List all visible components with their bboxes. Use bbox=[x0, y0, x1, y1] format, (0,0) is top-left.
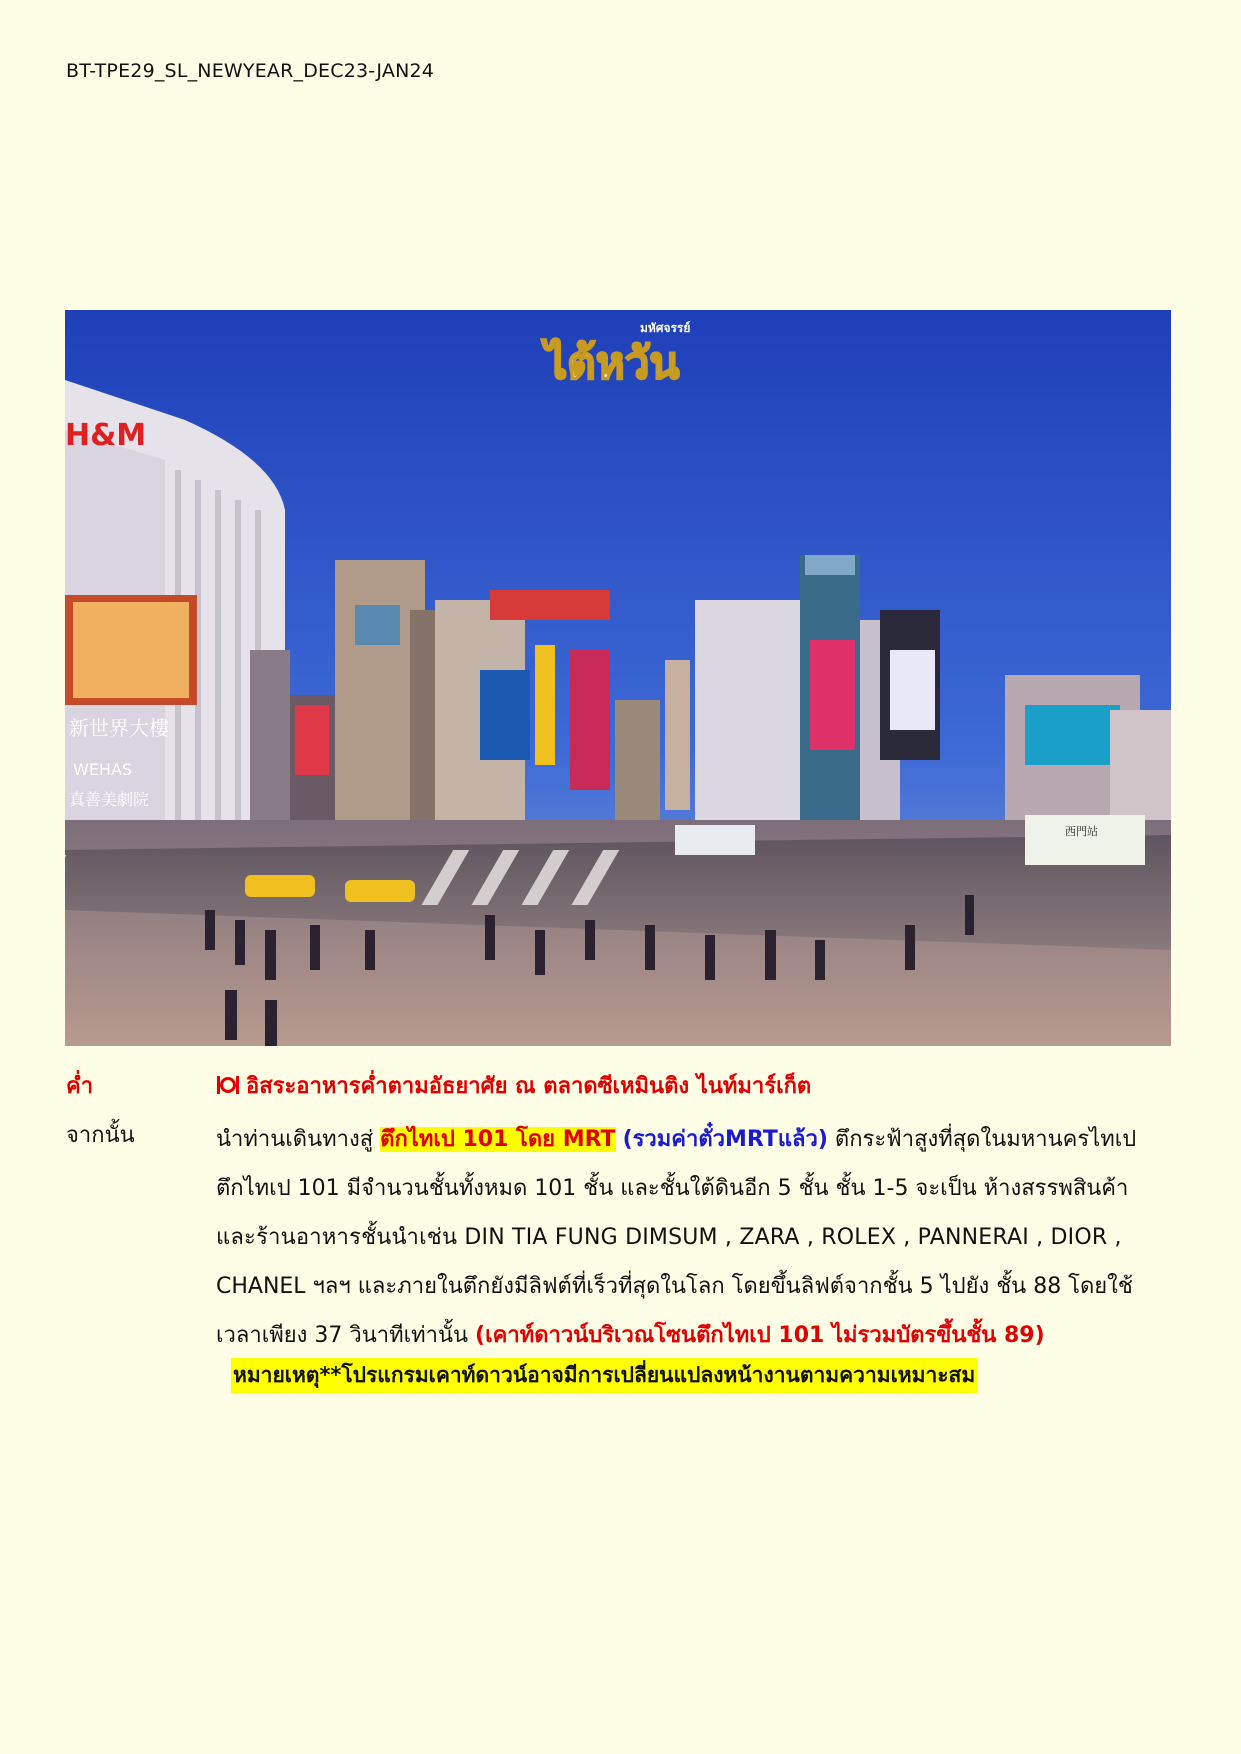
then-line-3: และร้านอาหารชั้นนำเช่น DIN TIA FUNG DIMSUM , ZARA , ROLEX , PANNERAI , DIOR , bbox=[216, 1225, 1122, 1250]
then-paragraph bbox=[216, 1115, 1176, 1360]
logo-tagline: มหัศจรรย์ bbox=[640, 321, 691, 335]
then-line-4: CHANEL ฯลฯ และภายในตึกยังมีลิฟต์ที่เร็วที่สุดในโลก โดยขึ้นลิฟต์จากชั้น 5 ไปยัง ชั้น 88 โดยใช้ bbox=[216, 1274, 1133, 1299]
dinner-text-line bbox=[216, 1074, 811, 1099]
mrt-included-note: (รวมค่าตั๋วMRTแล้ว) bbox=[622, 1127, 828, 1152]
taipei-101-highlight: ตึกไทเป 101 โดย MRT bbox=[380, 1127, 616, 1152]
then-line-5 bbox=[216, 1311, 1176, 1360]
store-sign: 新世界大樓 bbox=[69, 716, 169, 740]
fork-knife-plate-icon bbox=[216, 1074, 240, 1096]
then-line-1-text: นำท่านเดินทางสู่ bbox=[216, 1127, 381, 1152]
document-code: BT-TPE29_SL_NEWYEAR_DEC23-JAN24 bbox=[66, 60, 435, 82]
then-line-2: ตึกไทเป 101 มีจำนวนชั้นทั้งหมด 101 ชั้น และชั้นใต้ดินอีก 5 ชั้น ชั้น 1-5 จะเป็น ห้างสรรพสินค้า bbox=[216, 1176, 1129, 1201]
then-line-1-tail: ตึกระฟ้าสูงที่สุดในมหานครไทเป bbox=[827, 1127, 1137, 1152]
store-sign-3: 真善美劇院 bbox=[69, 790, 150, 809]
ximending-photo bbox=[65, 310, 1171, 1046]
then-line-1 bbox=[216, 1115, 1176, 1164]
store-sign-2: WEHAS bbox=[73, 760, 133, 779]
logo-title: ไต้หวัน bbox=[545, 338, 680, 389]
countdown-note: (เคาท์ดาวน์บริเวณโซนตึกไทเป 101 ไม่รวมบัตรขึ้นชั้น 89) bbox=[475, 1323, 1045, 1348]
remark-note: หมายเหตุ**โปรแกรมเคาท์ดาวน์อาจมีการเปลี่ยนแปลงหน้างานตามความเหมาะสม bbox=[231, 1358, 977, 1393]
then-label: จากนั้น bbox=[66, 1123, 135, 1148]
dinner-text: อิสระอาหารค่ำตามอัธยาศัย ณ ตลาดซีเหมินติง ไนท์มาร์เก็ต bbox=[246, 1074, 812, 1099]
hm-sign: H&M bbox=[65, 418, 147, 453]
dinner-label: ค่ำ bbox=[66, 1074, 94, 1099]
station-sign: 西門站 bbox=[1065, 825, 1098, 838]
then-line-5-text: เวลาเพียง 37 วินาทีเท่านั้น bbox=[216, 1323, 476, 1348]
